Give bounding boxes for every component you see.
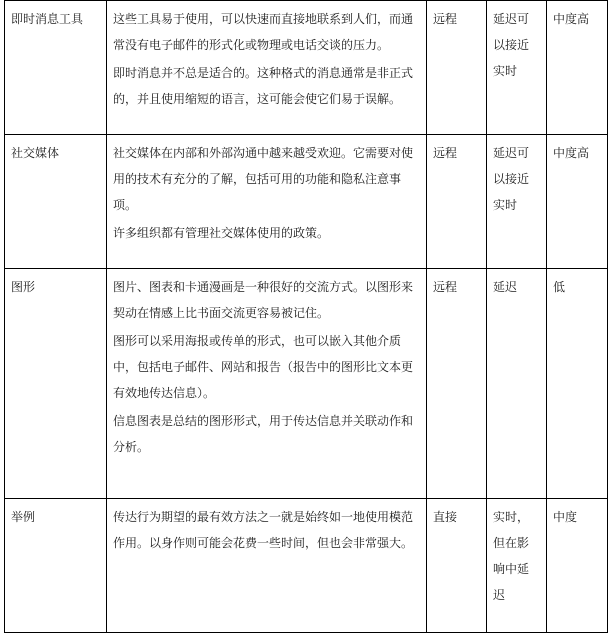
method-description: [107, 1, 427, 135]
table-row: [5, 269, 608, 499]
description-paragraph: 即时消息并不总是适合的。这种格式的消息通常是非正式的，并且使用缩短的语言，这可能会使它们易于误解。: [113, 66, 414, 106]
method-description: [107, 135, 427, 269]
description-paragraph: 图片、图表和卡通漫画是一种很好的交流方式。以图形来契动在情感上比书面交流更容易被记住。: [113, 280, 414, 320]
method-mode: 远程: [427, 1, 487, 135]
description-paragraph: 传达行为期望的最有效方法之一就是始终如一地使用模范作用。以身作则可能会花费一些时间，但也会非常强大。: [113, 510, 414, 550]
description-paragraph: 这些工具易于使用，可以快速而直接地联系到人们，而通常没有电子邮件的形式化或物理或电话交谈的压力。: [113, 12, 414, 52]
description-paragraph: 社交媒体在内部和外部沟通中越来越受欢迎。它需要对使用的技术有充分的了解，包括可用的功能和隐私注意事项。: [113, 146, 414, 212]
description-paragraph: 信息图表是总结的图形形式，用于传达信息并关联动作和分析。: [113, 414, 414, 454]
description-paragraph: 图形可以采用海报或传单的形式，也可以嵌入其他介质中，包括电子邮件、网站和报告（报告中的图形比文本更有效地传达信息）。: [113, 334, 414, 400]
table-row: [5, 1, 608, 135]
method-description: [107, 499, 427, 633]
method-level: 中度高: [547, 135, 608, 269]
method-description: [107, 269, 427, 499]
method-level: 中度: [547, 499, 608, 633]
method-timing: 实时，但在影响中延迟: [487, 499, 547, 633]
method-mode: 远程: [427, 269, 487, 499]
method-timing: 延迟: [487, 269, 547, 499]
method-timing: 延迟可以接近实时: [487, 1, 547, 135]
table-row: [5, 499, 608, 633]
method-name: 举例: [5, 499, 107, 633]
communication-methods-table: [4, 0, 608, 633]
method-name: 图形: [5, 269, 107, 499]
method-mode: 远程: [427, 135, 487, 269]
table-row: [5, 135, 608, 269]
method-name: 即时消息工具: [5, 1, 107, 135]
method-mode: 直接: [427, 499, 487, 633]
description-paragraph: 许多组织都有管理社交媒体使用的政策。: [113, 226, 330, 240]
method-timing: 延迟可以接近实时: [487, 135, 547, 269]
method-name: 社交媒体: [5, 135, 107, 269]
method-level: 中度高: [547, 1, 608, 135]
method-level: 低: [547, 269, 608, 499]
